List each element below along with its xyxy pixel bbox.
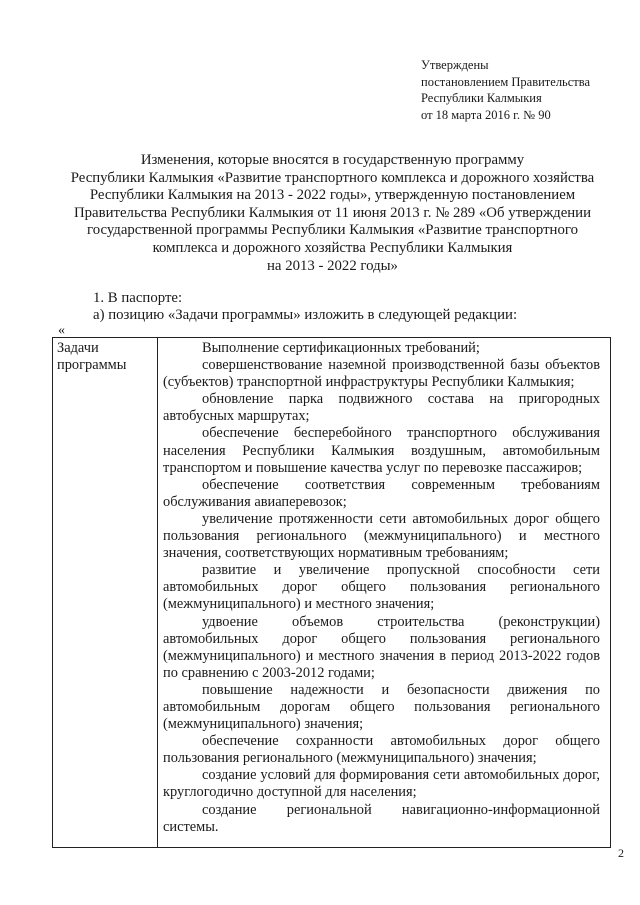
approval-line: от 18 марта 2016 г. № 90 — [421, 107, 551, 122]
approval-line: постановлением Правительства — [421, 74, 591, 89]
task-item: развитие и увеличение пропускной способности сети автомобильных дорог общего пользования регионального (межмуниципального) и местного значения; — [163, 562, 600, 613]
task-item: создание региональной навигационно-информационной системы. — [163, 801, 600, 835]
table-row — [53, 338, 611, 848]
task-item: обновление парка подвижного состава на пригородных автобусных маршрутах; — [163, 391, 600, 425]
task-item: создание условий для формирования сети автомобильных дорог, круглогодично доступной для населения; — [163, 767, 600, 801]
title-line: государственной программы Республики Калмыкия «Развитие транспортного — [87, 222, 578, 239]
label-line: программы — [57, 357, 127, 374]
task-item: повышение надежности и безопасности движения по автомобильным дорогам общего пользования регионального (межмуниципального) значения; — [163, 681, 600, 733]
task-item: совершенствование наземной производственной базы объектов (субъектов) транспортной инфраструктуры Республики Калмыкия; — [163, 357, 600, 391]
opening-quote-mark: « — [58, 323, 65, 338]
task-item: удвоение объемов строительства (реконструкции) автомобильных дорог общего пользования регионального (межмуниципального) и местного значения в период 2013-2022 годов по сравнению с 2003-2012 годами; — [163, 613, 600, 681]
label-line: Задачи — [57, 340, 99, 356]
document-title — [40, 152, 625, 275]
table-tasks-cell — [158, 338, 611, 848]
task-item: обеспечение соответствия современным требованиям обслуживания авиаперевозок; — [163, 476, 600, 510]
approval-line: Республики Калмыкия — [421, 91, 542, 105]
task-item: увеличение протяженности сети автомобильных дорог общего пользования регионального (межмуниципального) и местного значения, соответствующих нормативным требованиям; — [163, 510, 600, 562]
task-item: обеспечение сохранности автомобильных дорог общего пользования регионального (межмуниципального) значения; — [163, 733, 600, 767]
tasks-table — [52, 337, 611, 848]
title-line: комплекса и дорожного хозяйства Республики Калмыкия — [152, 239, 513, 256]
title-line: на 2013 - 2022 годы» — [267, 257, 398, 274]
page-number: 2 — [618, 846, 624, 860]
title-line: Правительства Республики Калмыкия от 11 июня 2013 г. № 289 «Об утверждении — [73, 204, 592, 221]
approval-line: Утверждены — [421, 58, 489, 72]
title-line: Изменения, которые вносятся в государственную программу — [140, 152, 525, 168]
task-item: обеспечение бесперебойного транспортного обслуживания населения Республики Калмыкия воздушным, автомобильным транспортом и повышение качества услуг по перевозке пассажиров; — [163, 425, 600, 476]
title-line: Республики Калмыкия на 2013 - 2022 годы», утвержденную постановлением — [89, 187, 576, 204]
approval-stamp — [421, 57, 590, 123]
section-item-1: 1. В паспорте: — [93, 290, 183, 306]
table-label-cell — [53, 338, 158, 848]
task-item: Выполнение сертификационных требований; — [202, 340, 480, 356]
section-item-a: а) позицию «Задачи программы» изложить в следующей редакции: — [93, 307, 518, 323]
title-line: Республики Калмыкия «Развитие транспортного комплекса и дорожного хозяйства — [70, 169, 595, 186]
